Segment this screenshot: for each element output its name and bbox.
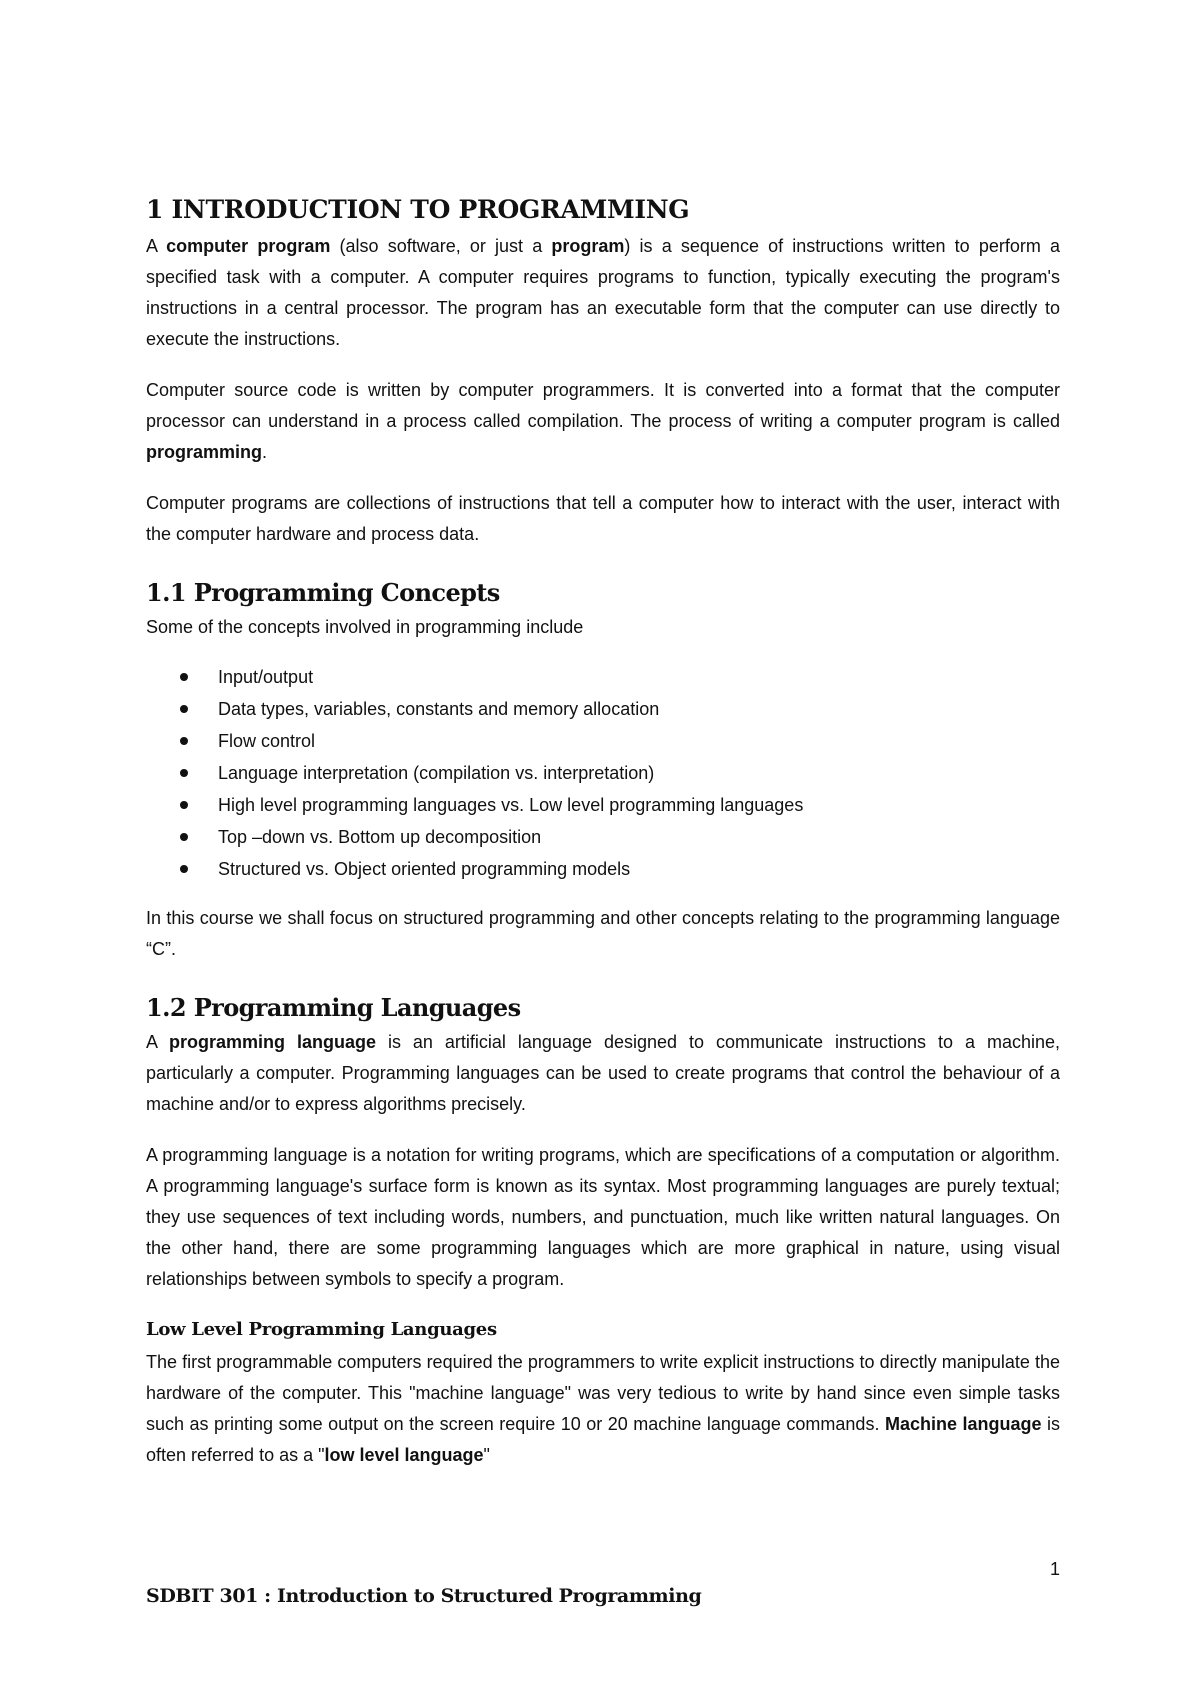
text-run: is often referred to as a " xyxy=(146,1414,1061,1465)
low-level-paragraph xyxy=(146,1347,1060,1471)
term-computer-program: computer program xyxy=(166,236,331,256)
text-run: . xyxy=(262,442,268,462)
intro-paragraph-3: Computer programs are collections of instructions that tell a computer how to interact with the user, interact with the computer hardware and process data. xyxy=(146,493,1060,544)
intro-paragraph-2 xyxy=(146,375,1060,468)
text-run: A xyxy=(146,236,167,256)
text-run: ) is a sequence of instructions written to perform a specified task with a computer. A computer requires programs to function, typically executing the program's instructions in a central processor. The program has an executable form that the computer can use directly to execute the instructions. xyxy=(146,236,1061,349)
list-item: Language interpretation (compilation vs. interpretation) xyxy=(180,757,1060,789)
text-run: Computer source code is written by computer programmers. It is converted into a format that the computer processor can understand in a process called compilation. The process of writing a computer program is called xyxy=(146,380,1060,431)
list-item: Flow control xyxy=(180,725,1060,757)
text-run: A xyxy=(146,1032,169,1052)
intro-paragraph-1 xyxy=(146,231,1060,355)
list-item: Top –down vs. Bottom up decomposition xyxy=(180,821,1060,853)
list-item: Structured vs. Object oriented programming models xyxy=(180,853,1060,885)
subheading-low-level: Low Level Programming Languages xyxy=(146,1319,497,1340)
list-item: Input/output xyxy=(180,661,1060,693)
languages-paragraph-1 xyxy=(146,1027,1060,1120)
section-heading-1-1: 1.1 Programming Concepts xyxy=(146,578,500,607)
concepts-lead: Some of the concepts involved in programming include xyxy=(146,617,584,637)
term-programming-language: programming language xyxy=(168,1032,376,1052)
term-low-level-language: low level language xyxy=(324,1445,484,1465)
section-heading-1-2: 1.2 Programming Languages xyxy=(146,993,521,1022)
text-run: " xyxy=(483,1445,490,1465)
text-run: is an artificial language designed to communicate instructions to a machine, particularly a computer. Programming languages can be used to create programs that control the behaviour of a machine and/or to express algorithms precisely. xyxy=(146,1032,1060,1114)
concepts-closing: In this course we shall focus on structured programming and other concepts relating to the programming language “C”. xyxy=(146,908,1060,959)
list-item: High level programming languages vs. Low level programming languages xyxy=(180,789,1060,821)
term-program: program xyxy=(551,236,625,256)
concepts-list xyxy=(146,661,1060,885)
text-run: The first programmable computers required the programmers to write explicit instructions to directly manipulate the hardware of the computer. This "machine language" was very tedious to write by hand since even simple tasks such as printing some output on the screen require 10 or 20 machine language commands. xyxy=(146,1352,1060,1434)
page-content xyxy=(146,193,1060,1471)
text-run: (also software, or just a xyxy=(330,236,552,256)
list-item: Data types, variables, constants and memory allocation xyxy=(180,693,1060,725)
page-number: 1 xyxy=(1049,1559,1060,1579)
term-machine-language: Machine language xyxy=(884,1414,1042,1434)
chapter-title: 1 INTRODUCTION TO PROGRAMMING xyxy=(146,195,690,224)
term-programming: programming xyxy=(146,442,263,462)
languages-paragraph-2: A programming language is a notation for writing programs, which are specifications of a computation or algorithm. A programming language's surface form is known as its syntax. Most programming languages are purely textual; they use sequences of text including words, numbers, and punctuation, much like written natural languages. On the other hand, there are some programming languages which are more graphical in nature, using visual relationships between symbols to specify a program. xyxy=(146,1145,1060,1289)
page-footer: SDBIT 301 : Introduction to Structured Programming xyxy=(146,1585,702,1607)
